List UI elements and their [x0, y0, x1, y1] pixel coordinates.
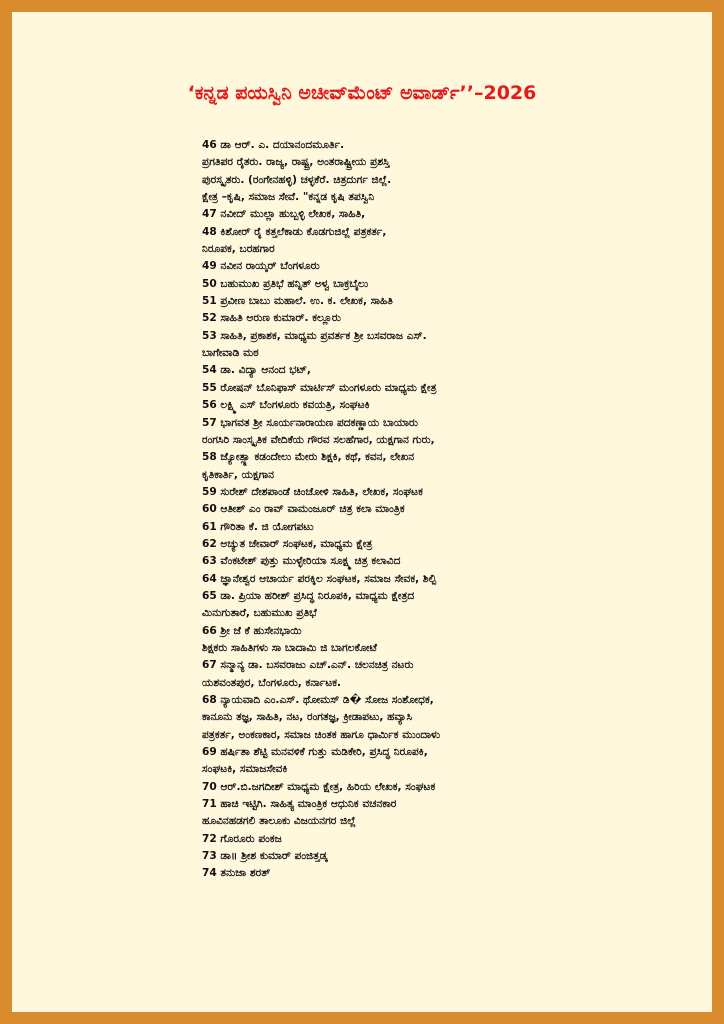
award-recipient-list: [202, 137, 712, 883]
list-item: [202, 588, 712, 623]
entry-line: 53 ಸಾಹಿತಿ, ಪ್ರಕಾಶಕ, ಮಾಧ್ಯಮ ಪ್ರವರ್ತಕ ಶ್ರೀ ಬಸವರಾಜ ಎಸ್.: [202, 329, 427, 342]
entry-line: ಕೃತಿಕಾರ್ತಿ, ಯಕ್ಷಗಾನ: [202, 468, 275, 481]
list-item: [202, 692, 712, 744]
list-item: [202, 293, 712, 310]
list-item: [202, 484, 712, 501]
list-item: [202, 328, 712, 363]
list-item: [202, 796, 712, 831]
entry-line: 51 ಪ್ರವೀಣ ಬಾಬು ಮಹಾಲೆ. ಉ. ಕ. ಲೇಖಕ, ಸಾಹಿತಿ: [202, 295, 393, 308]
list-item: [202, 831, 712, 848]
list-item: [202, 258, 712, 275]
entry-line: ಶಿಕ್ಷಕರು ಸಾಹಿತಿಗಳು ಸಾ ಬಾದಾಮಿ ಜಿ ಬಾಗಲಕೋಟೆ: [202, 641, 377, 654]
entry-line: 56 ಲಕ್ಷ್ಮಿ ಎಸ್ ಬೆಂಗಳೂರು ಕವಯತ್ರಿ, ಸಂಘಟಕಿ: [202, 399, 370, 412]
entry-line: 60 ಆತೀಶ್ ಎಂ ರಾವ್ ವಾಮಂಜೂರ್ ಚಿತ್ರ ಕಲಾ ಮಾಂತ್ರಿಕ: [202, 503, 405, 516]
entry-line: 54 ಡಾ. ವಿದ್ಯಾ ಆನಂದ ಭಟ್,: [202, 364, 311, 377]
list-item: [202, 224, 712, 259]
entry-line: 49 ನವೀನ ರಾಯ್ಕರ್ ಬೆಂಗಳೂರು: [202, 260, 320, 273]
entry-line: ಕ್ಷೇತ್ರ –ಕೃಷಿ, ಸಮಾಜ ಸೇವೆ. "ಕನ್ನಡ ಕೃಷಿ ತಪಸ್ವಿನಿ: [202, 191, 375, 204]
entry-line: 70 ಆರ್.ಬಿ.ಜಗದೀಶ್ ಮಾಧ್ಯಮ ಕ್ಷೇತ್ರ, ಹಿರಿಯ ಲೇಖಕ, ಸಂಘಟಕ: [202, 780, 436, 793]
entry-line: ಪ್ರಗತಿಪರ ರೈತರು. ರಾಜ್ಯ, ರಾಷ್ಟ್ರ, ಅಂತರಾಷ್ಟ್ರೀಯ ಪ್ರಶಸ್ತಿ: [202, 156, 390, 169]
list-item: [202, 501, 712, 518]
entry-line: 48 ಕಿಶೋರ್ ರೈ ಕತ್ತಲೆಕಾಡು ಕೊಡಗುಜಿಲ್ಲೆ ಪತ್ರಕರ್ತ,: [202, 225, 387, 238]
list-item: [202, 657, 712, 692]
entry-line: 52 ಸಾಹಿತಿ ಅರುಣ ಕುಮಾರ್. ಕಲ್ಲೂರು: [202, 312, 341, 325]
entry-line: ಸಂಘಟಕಿ, ಸಮಾಜಸೇವಕಿ: [202, 763, 288, 776]
list-item: [202, 397, 712, 414]
entry-line: ಹೂವಿನಹಡಗಲಿ ತಾಲೂಕು ವಿಜಯನಗರ ಜಿಲ್ಲೆ: [202, 815, 356, 828]
entry-line: 72 ಗೊರೂರು ಪಂಕಜ: [202, 832, 282, 845]
entry-line: 67 ಸನ್ಮಾನ್ಯ ಡಾ. ಬಸವರಾಜು ಎಚ್.ಎನ್. ಚಲನಚಿತ್ರ ನಟರು: [202, 659, 414, 672]
entry-line: 74 ತನುಜಾ ಶರತ್: [202, 867, 271, 880]
entry-line: 64 ಜ್ಞಾನೇಶ್ವರ ಆಚಾರ್ಯ ಪರಕ್ಕಿಲ ಸಂಘಟಕ, ಸಮಾಜ ಸೇವಕ, ಶಿಲ್ಪಿ: [202, 572, 437, 585]
list-item: [202, 536, 712, 553]
entry-line: 73 ಡಾ॥ ಶ್ರೀಶ ಕುಮಾರ್ ಪಂಜಿತ್ತಡ್ಕ: [202, 850, 328, 863]
list-item: [202, 449, 712, 484]
entry-line: 65 ಡಾ. ಪ್ರಿಯಾ ಹರೀಶ್ ಪ್ರಸಿದ್ಧ ನಿರೂಪಕಿ, ಮಾಧ್ಯಮ ಕ್ಷೇತ್ರದ: [202, 589, 415, 602]
list-item: [202, 744, 712, 779]
entry-line: 68 ನ್ಯಾಯವಾದಿ ಎಂ.ಎಸ್. ಥೋಮಸ್ ಡಿ� ಸೋಜ ಸಂಶೋಧಕ,: [202, 694, 434, 706]
list-item: [202, 848, 712, 865]
list-item: [202, 310, 712, 327]
list-item: [202, 206, 712, 223]
list-item: [202, 362, 712, 379]
entry-line: 69 ಹರ್ಷಿತಾ ಶೆಟ್ಟಿ ಮನವಳಿಕೆ ಗುತ್ತು ಮಡಿಕೇರಿ, ಪ್ರಸಿದ್ಧ ನಿರೂಪಕಿ,: [202, 746, 428, 759]
entry-line: 61 ಗೌರಿತಾ ಕೆ. ಜಿ ಯೋಗಪಟು: [202, 520, 314, 533]
document-page: [12, 12, 712, 1012]
entry-line: ಪುರಸ್ಕೃತರು. (ರಂಗೇನಹಳ್ಳಿ) ಚಳ್ಳಕೆರೆ. ಚಿತ್ರದುರ್ಗ ಜಿಲ್ಲೆ.: [202, 173, 392, 186]
list-item: [202, 380, 712, 397]
list-item: [202, 276, 712, 293]
list-item: [202, 779, 712, 796]
entry-line: 62 ಅಚ್ಯುತ ಚೇವಾರ್ ಸಂಘಟಕ, ಮಾಧ್ಯಮ ಕ್ಷೇತ್ರ: [202, 537, 373, 550]
entry-line: ಕಾನೂನು ತಜ್ಞ, ಸಾಹಿತಿ, ನಟ, ರಂಗತಜ್ಞ, ಕ್ರೀಡಾಪಟು, ಹವ್ಯಾಸಿ: [202, 711, 413, 724]
list-item: [202, 137, 712, 206]
entry-line: 55 ರೋಷನ್ ಬೊನಿಫಾಸ್ ಮಾರ್ಟಿಸ್ ಮಂಗಳೂರು ಮಾಧ್ಯಮ ಕ್ಷೇತ್ರ: [202, 381, 437, 394]
page-title: ‘ಕನ್ನಡ ಪಯಸ್ವಿನಿ ಅಚೀವ್‌ಮೆಂಟ್ ಅವಾರ್ಡ್’’–2026: [187, 82, 537, 104]
entry-line: 66 ಶ್ರೀ ಜೆ ಕೆ ಹುಸೇನಭಾಯಿ: [202, 624, 302, 637]
entry-line: 46 ಡಾ ಆರ್. ಎ. ದಯಾನಂದಮೂರ್ತಿ.: [202, 139, 345, 151]
list-item: [202, 865, 712, 882]
list-item: [202, 553, 712, 570]
entry-line: ಯಶವಂತಪುರ, ಬೆಂಗಳೂರು, ಕರ್ನಾಟಕ.: [202, 676, 342, 689]
entry-line: ಪತ್ರಕರ್ತ, ಅಂಕಣಕಾರ, ಸಮಾಜ ಚಿಂತಕ ಹಾಗೂ ಧಾರ್ಮಿಕ ಮುಂದಾಳು: [202, 728, 441, 741]
list-item: [202, 415, 712, 450]
entry-line: 63 ವೆಂಕಟೇಶ್ ಪುತ್ತು ಮುಳ್ಳೇರಿಯಾ ಸೂಕ್ಷ್ಮ ಚಿತ್ರ ಕಲಾವಿದ: [202, 555, 401, 568]
entry-line: ಬಾಗೇವಾಡಿ ಮಠ: [202, 347, 259, 360]
entry-line: 58 ಜ್ಯೋತ್ಸ್ನಾ ಕಡಂದೇಲು ಮೇರು ಶಿಕ್ಷಕಿ, ಕಥೆ, ಕವನ, ಲೇಖನ: [202, 451, 415, 464]
entry-line: 71 ಹಾಚಿ ಇಟ್ಟಿಗಿ. ಸಾಹಿತ್ಯ ಮಾಂತ್ರಿಕ ಆಧುನಿಕ ವಚನಕಾರ: [202, 798, 397, 811]
entry-line: ನಿರೂಪಕ, ಬರಹಗಾರ: [202, 243, 275, 256]
entry-line: 57 ಭಾಗವತ ಶ್ರೀ ಸೂರ್ಯನಾರಾಯಣ ಪದಕಣ್ಣಾಯ ಬಾಯಾರು: [202, 416, 418, 429]
entry-line: 59 ಸುರೇಶ್ ದೇಶಪಾಂಡೆ ಚಿಂಚೋಳಿ ಸಾಹಿತಿ, ಲೇಖಕ, ಸಂಘಟಕ: [202, 485, 423, 498]
list-item: [202, 571, 712, 588]
entry-line: ಮಿನುಗುತಾರೆ, ಬಹುಮುಖ ಪ್ರತಿಭೆ: [202, 607, 317, 620]
list-item: [202, 519, 712, 536]
entry-line: ರಂಗಸಿರಿ ಸಾಂಸ್ಕೃತಿಕ ವೇದಿಕೆಯ ಗೌರವ ಸಲಹೆಗಾರ, ಯಕ್ಷಗಾನ ಗುರು,: [202, 433, 435, 446]
entry-line: 47 ನವೀದ್ ಮುಲ್ಲಾ ಹುಬ್ಬಳ್ಳಿ ಲೇಖಕ, ಸಾಹಿತಿ,: [202, 208, 366, 221]
entry-line: 50 ಬಹುಮುಖ ಪ್ರತಿಭೆ ಹನ್ನಿತ್ ಅಳ್ವ ಬಾಕ್ರಬೈಲು: [202, 277, 369, 290]
list-item: [202, 623, 712, 658]
